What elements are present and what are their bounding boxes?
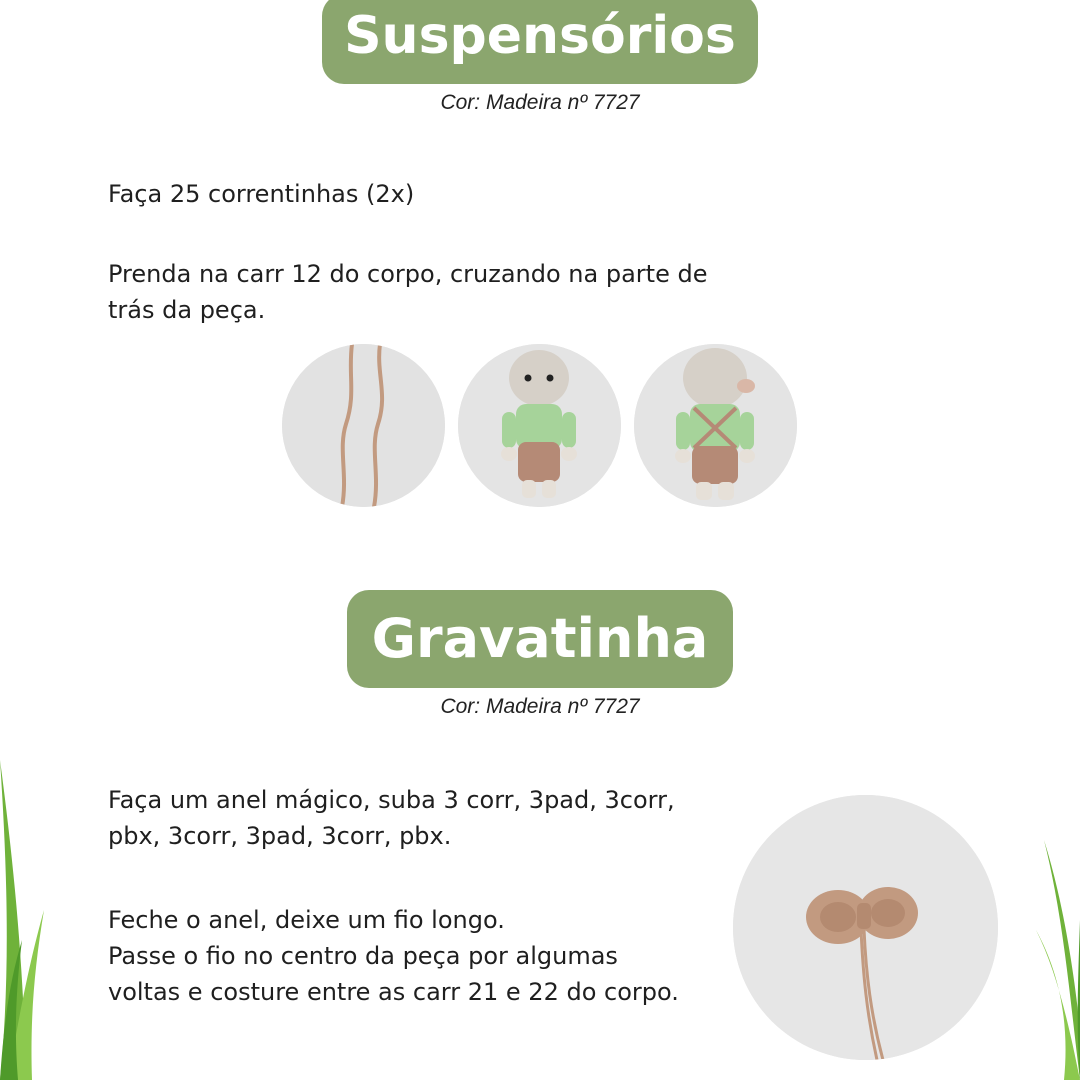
section-title-suspensorios: Suspensórios — [322, 0, 758, 84]
instruction-paragraph: Faça 25 correntinhas (2x) — [108, 180, 415, 208]
instruction-paragraph: Prenda na carr 12 do corpo, cruzando na parte de trás da peça. — [108, 260, 708, 324]
photo-suspender-chains — [282, 344, 445, 507]
grass-decoration-right — [1020, 800, 1080, 1080]
photo-doll-front — [458, 344, 621, 507]
photo-bow-tie — [733, 795, 998, 1060]
instruction-paragraph: Faça um anel mágico, suba 3 corr, 3pad, 3corr, pbx, 3corr, 3pad, 3corr, pbx. — [108, 786, 675, 850]
color-note: Cor: Madeira nº 7727 — [440, 91, 640, 114]
photo-doll-back — [634, 344, 797, 507]
grass-decoration-left — [0, 760, 60, 1080]
color-note: Cor: Madeira nº 7727 — [440, 695, 640, 718]
instruction-paragraph: Feche o anel, deixe um fio longo. Passe o fio no centro da peça por algumas voltas e costure entre as carr 21 e 22 do corpo. — [108, 906, 679, 1006]
section-title-gravatinha: Gravatinha — [347, 590, 733, 688]
